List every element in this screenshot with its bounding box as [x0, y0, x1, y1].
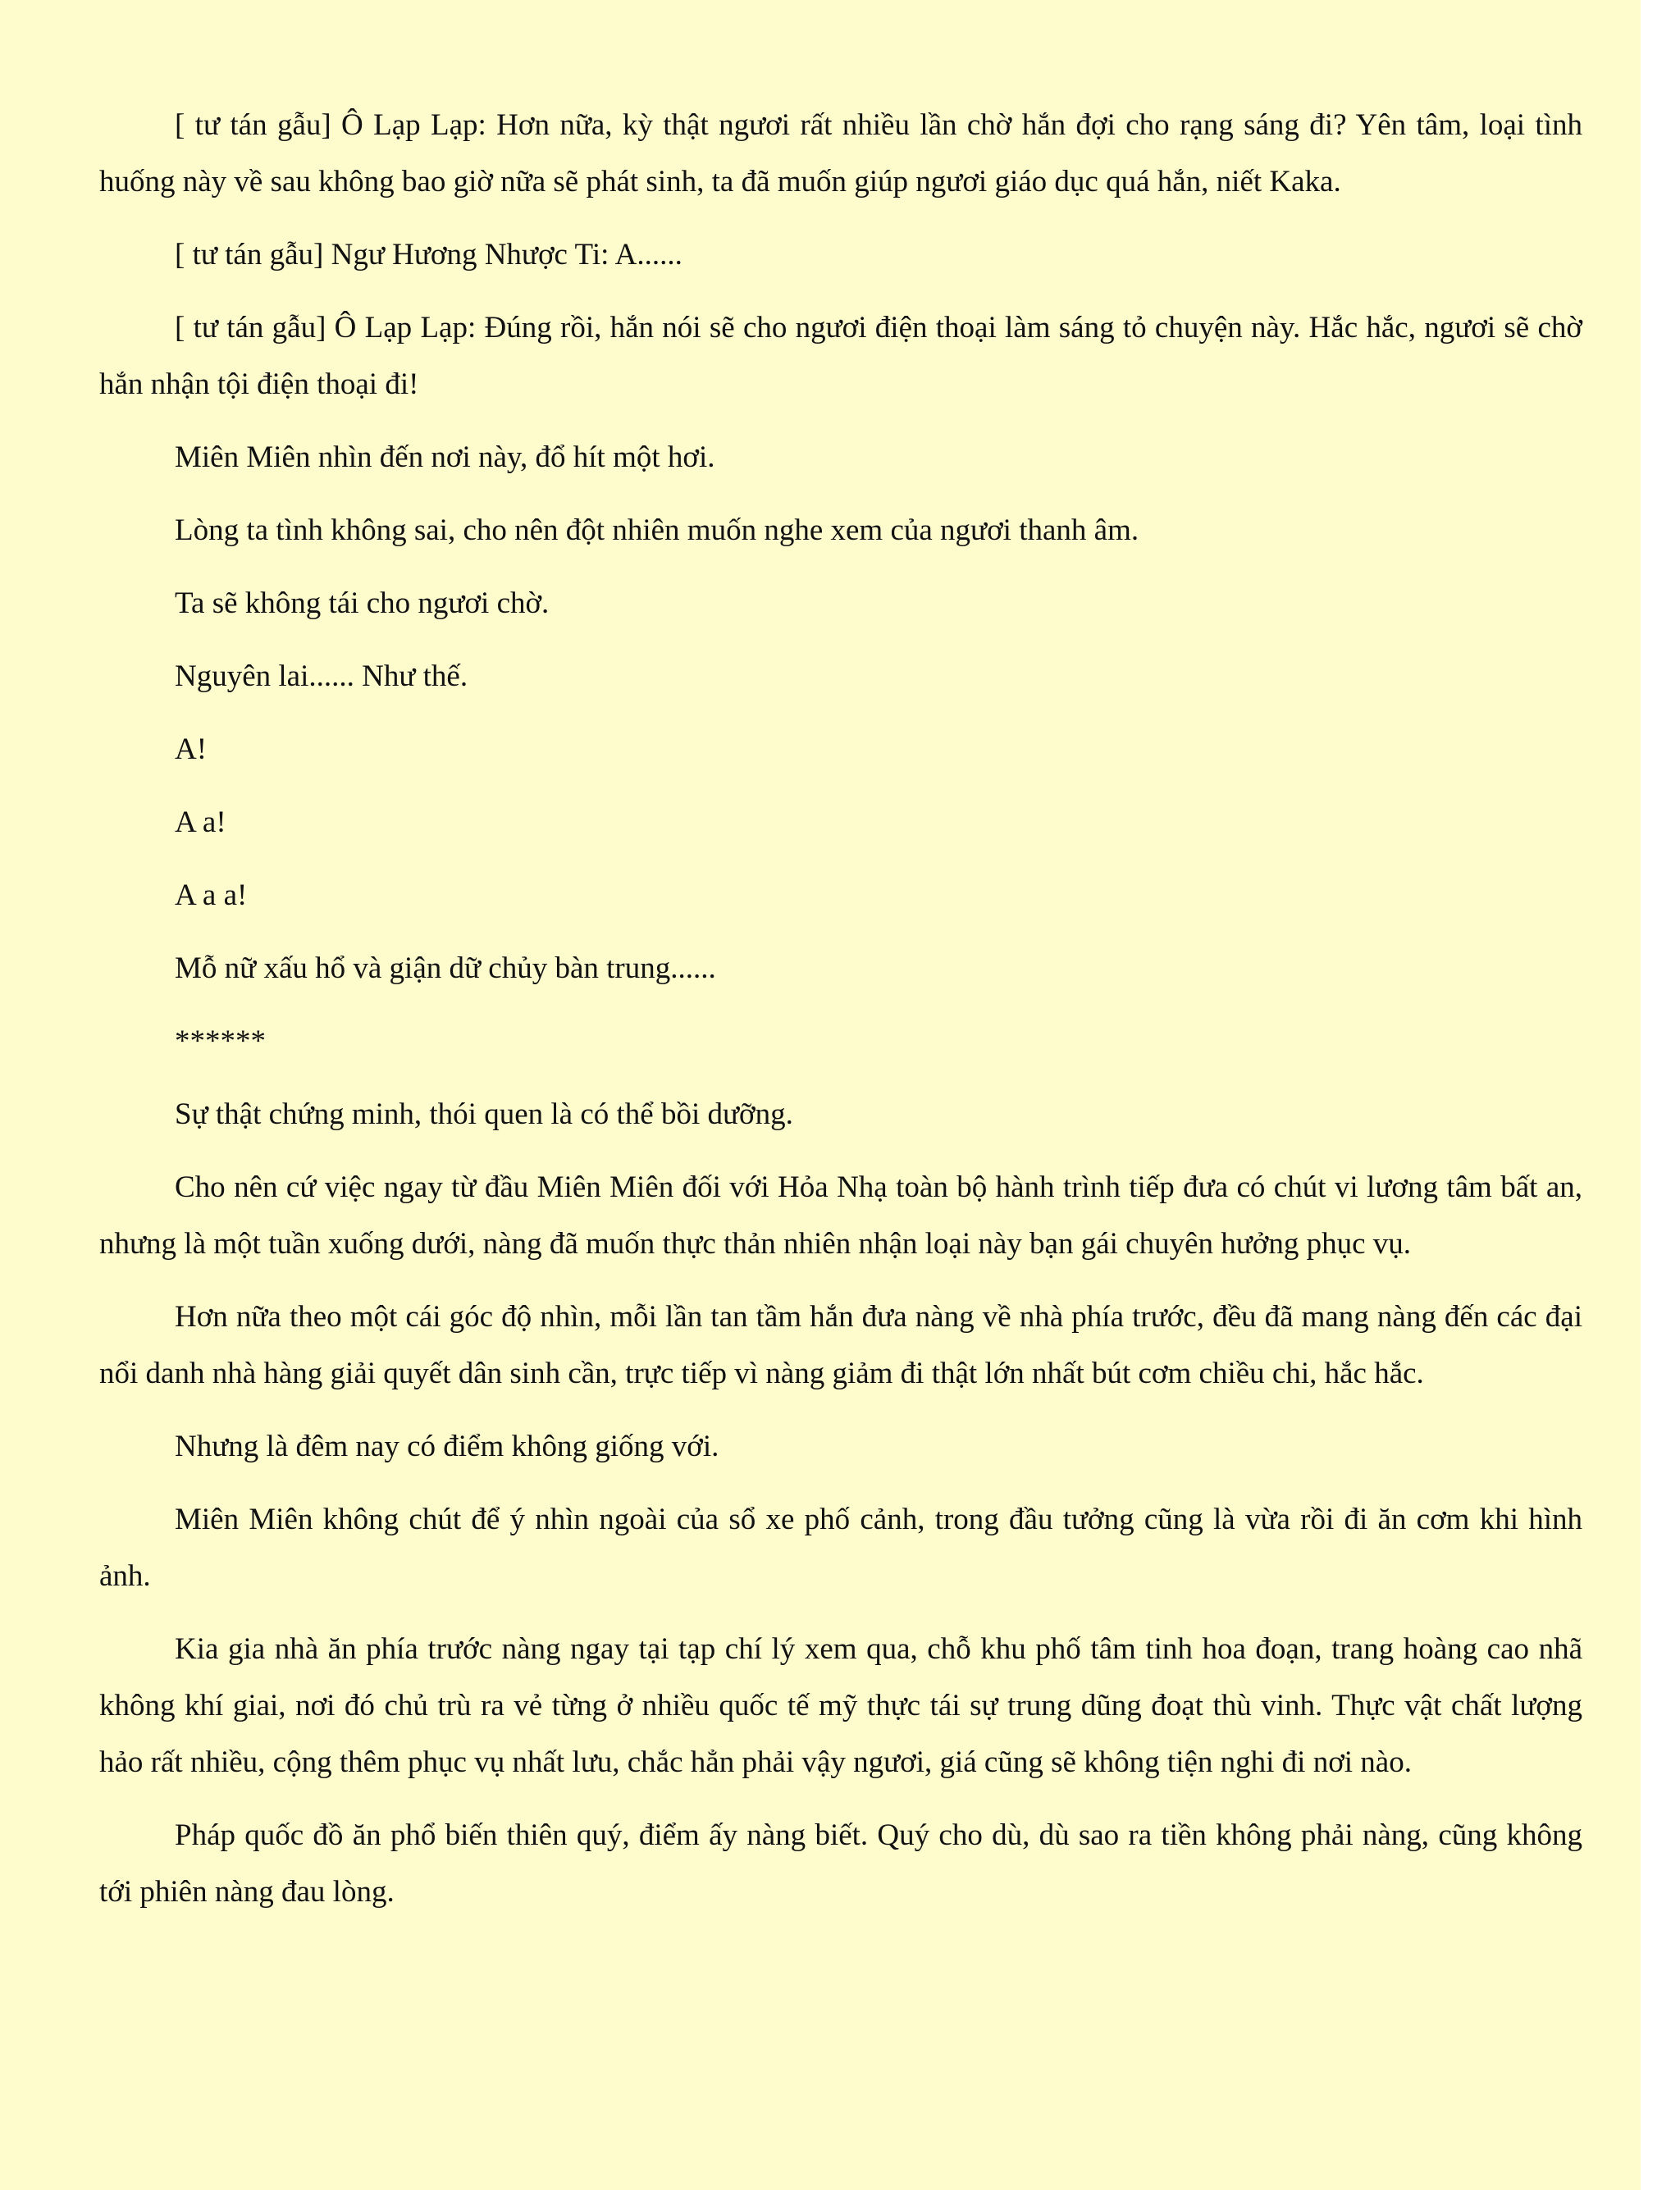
paragraph: Miên Miên nhìn đến nơi này, đổ hít một hơi. [175, 440, 715, 474]
paragraph: [ tư tán gẫu] Ô Lạp Lạp: Đúng rồi, hắn nói sẽ cho ngươi điện thoại làm sáng tỏ chuyện này. Hắc hắc, ngươi sẽ chờ hắn nhận tội điện thoại đi! [99, 311, 1582, 401]
paragraph: Ta sẽ không tái cho ngươi chờ. [175, 586, 550, 620]
paragraph: A! [175, 732, 208, 766]
paragraph: Kia gia nhà ăn phía trước nàng ngay tại tạp chí lý xem qua, chỗ khu phố tâm tinh hoa đoạn, trang hoàng cao nhã không khí giai, nơi đó chủ trù ra vẻ từng ở nhiều quốc tế mỹ thực tái sự trung dũng đoạt thù vinh. Thực vật chất lượng hảo rất nhiều, cộng thêm phục vụ nhất lưu, chắc hẳn phải vậy ngươi, giá cũng sẽ không tiện nghi đi nơi nào. [99, 1632, 1582, 1779]
paragraph: Hơn nữa theo một cái góc độ nhìn, mỗi lần tan tầm hắn đưa nàng về nhà phía trước, đều đã mang nàng đến các đại nổi danh nhà hàng giải quyết dân sinh cần, trực tiếp vì nàng giảm đi thật lớn nhất bút cơm chiều chi, hắc hắc. [99, 1300, 1582, 1390]
paragraph: A a a! [175, 878, 248, 912]
paragraph: Miên Miên không chút để ý nhìn ngoài của sổ xe phố cảnh, trong đầu tưởng cũng là vừa rồi đi ăn cơm khi hình ảnh. [99, 1503, 1582, 1593]
paragraph: Nguyên lai...... Như thế. [175, 659, 468, 693]
paragraph: [ tư tán gẫu] Ngư Hương Nhược Ti: A...... [175, 238, 682, 271]
section-separator: ****** [175, 1024, 266, 1058]
document-body [99, 97, 1582, 1937]
paragraph: Nhưng là đêm nay có điểm không giống với. [175, 1430, 719, 1463]
paragraph: [ tư tán gẫu] Ô Lạp Lạp: Hơn nữa, kỳ thật ngươi rất nhiều lần chờ hắn đợi cho rạng sáng đi? Yên tâm, loại tình huống này về sau không bao giờ nữa sẽ phát sinh, ta đã muốn giúp ngươi giáo dục quá hắn, niết Kaka. [99, 108, 1582, 198]
paragraph: Pháp quốc đồ ăn phổ biến thiên quý, điểm ấy nàng biết. Quý cho dù, dù sao ra tiền không phải nàng, cũng không tới phiên nàng đau lòng. [99, 1818, 1582, 1909]
paragraph: A a! [175, 805, 226, 839]
paragraph: Cho nên cứ việc ngay từ đầu Miên Miên đối với Hỏa Nhạ toàn bộ hành trình tiếp đưa có chút vi lương tâm bất an, nhưng là một tuần xuống dưới, nàng đã muốn thực thản nhiên nhận loại này bạn gái chuyên hưởng phục vụ. [99, 1170, 1582, 1261]
paragraph: Sự thật chứng minh, thói quen là có thể bồi dưỡng. [175, 1097, 793, 1131]
paragraph: Lòng ta tình không sai, cho nên đột nhiên muốn nghe xem của ngươi thanh âm. [175, 513, 1139, 547]
paragraph: Mỗ nữ xấu hổ và giận dữ chủy bàn trung...... [175, 951, 716, 985]
